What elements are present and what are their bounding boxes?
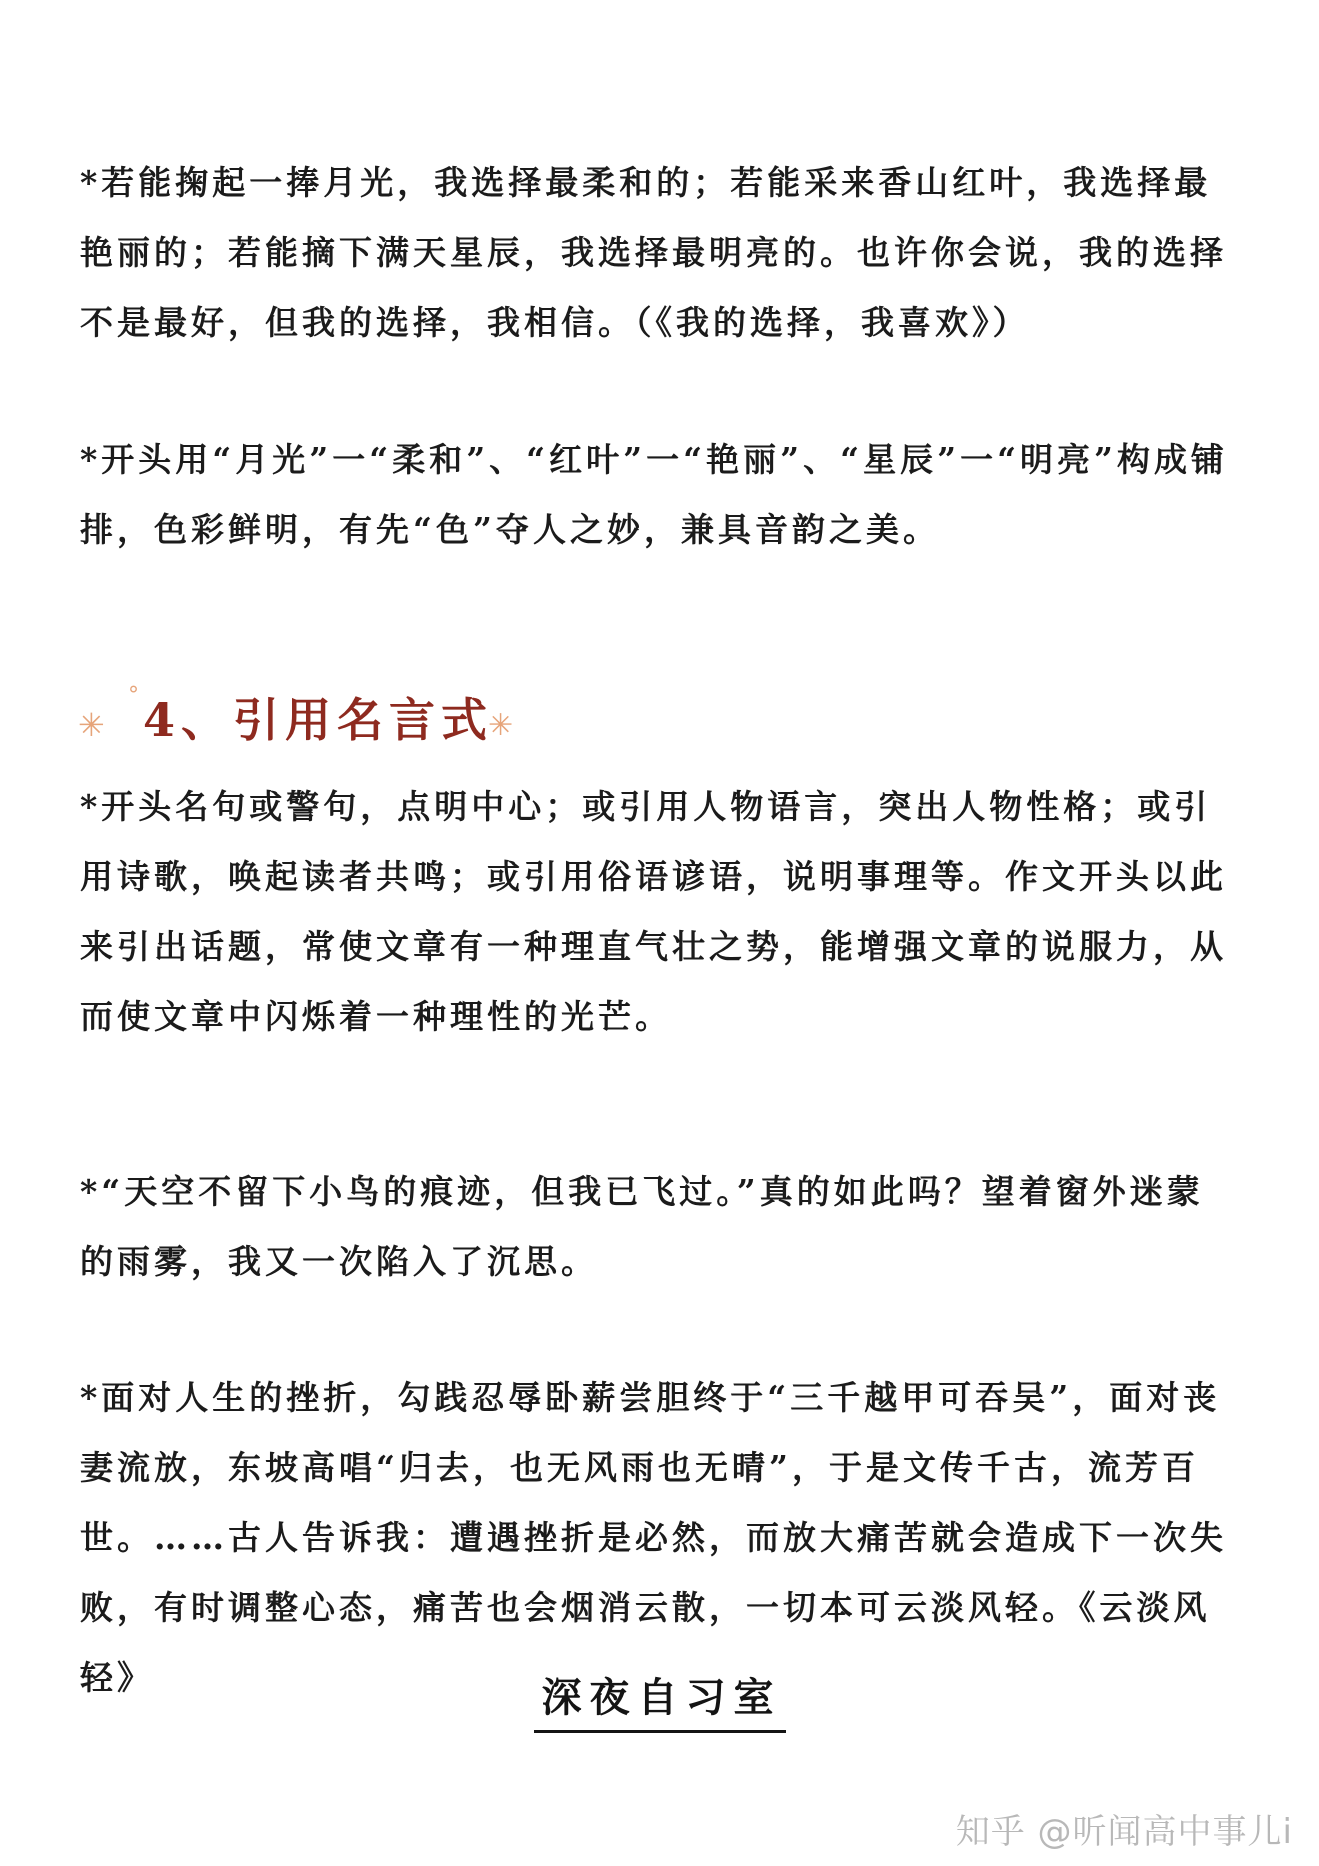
- section-heading-block: [78, 685, 558, 755]
- circle-dot-icon: °: [128, 683, 139, 708]
- footer-title: [0, 1668, 1319, 1733]
- paragraph-example-1: *若能掬起一捧月光，我选择最柔和的；若能采来香山红叶，我选择最艳丽的；若能摘下满天星辰，我选择最明亮的。也许你会说，我的选择不是最好，但我的选择，我相信。（《我的选择，我喜欢》）: [80, 163, 1227, 342]
- paragraph-analysis-1: *开头用“月光”一“柔和”、“红叶”一“艳丽”、“星辰”一“明亮”构成铺排，色彩鲜明，有先“色”夺人之妙，兼具音韵之美。: [80, 440, 1229, 549]
- paragraph-example-3: *面对人生的挫折，勾践忍辱卧薪尝胆终于“三千越甲可吞吴”，面对丧妻流放，东坡高唱“归去，也无风雨也无晴”，于是文传千古，流芳百世。……古人告诉我：遭遇挫折是必然，而放大痛苦就会造成下一次失败，有时调整心态，痛苦也会烟消云散，一切本可云淡风轻。《云淡风轻》: [80, 1378, 1227, 1697]
- watermark: 知乎 @听闻高中事儿i: [955, 1812, 1293, 1852]
- sparkle-icon: ✳: [488, 708, 514, 743]
- paragraph-explanation: *开头名句或警句，点明中心；或引用人物语言，突出人物性格；或引用诗歌，唤起读者共鸣；或引用俗语谚语，说明事理等。作文开头以此来引出话题，常使文章有一种理直气壮之势，能增强文章的说服力，从而使文章中闪烁着一种理性的光芒。: [80, 787, 1227, 1036]
- footer-title-text: 深夜自习室: [534, 1668, 786, 1733]
- paragraph-example-2: *“天空不留下小鸟的痕迹，但我已飞过。”真的如此吗？望着窗外迷蒙的雨雾，我又一次陷入了沉思。: [80, 1172, 1204, 1281]
- section-heading: 4、引用名言式: [143, 693, 494, 747]
- sparkle-icon: ✳: [78, 706, 105, 744]
